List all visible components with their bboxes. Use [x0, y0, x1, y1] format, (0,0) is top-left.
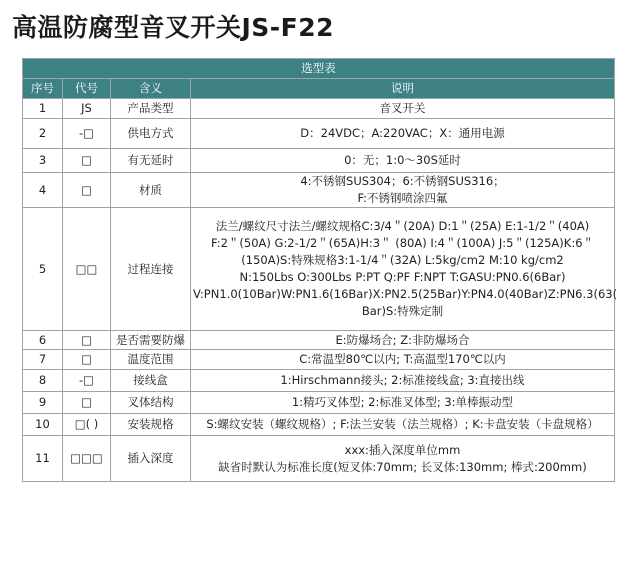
row-meaning: 供电方式 — [111, 119, 191, 149]
table-row — [23, 436, 615, 482]
table-row — [23, 208, 615, 331]
row-meaning: 接线盒 — [111, 370, 191, 392]
table-row — [23, 119, 615, 149]
row-no: 11 — [23, 436, 63, 482]
row-code: □ — [63, 331, 111, 350]
table-row — [23, 99, 615, 119]
row-code: □( ) — [63, 414, 111, 436]
row-meaning: 叉体结构 — [111, 392, 191, 414]
row-no: 10 — [23, 414, 63, 436]
header-description: 说明 — [191, 79, 615, 99]
row-no: 9 — [23, 392, 63, 414]
row-description — [191, 392, 615, 414]
table-row — [23, 173, 615, 208]
description-line: 音叉开关 — [379, 101, 426, 115]
row-meaning: 插入深度 — [111, 436, 191, 482]
description-line: D：24VDC；A:220VAC；X：通用电源 — [300, 126, 505, 140]
row-no: 6 — [23, 331, 63, 350]
table-header-row — [23, 79, 615, 99]
description-line: 1:精巧叉体型; 2:标准叉体型; 3:单棒振动型 — [291, 395, 514, 409]
row-no: 4 — [23, 173, 63, 208]
row-meaning: 温度范围 — [111, 350, 191, 370]
row-description — [191, 99, 615, 119]
description-line: 1:Hirschmann接头; 2:标准接线盒; 3:直接出线 — [280, 373, 525, 387]
row-code: □ — [63, 149, 111, 173]
table-row — [23, 414, 615, 436]
row-no: 3 — [23, 149, 63, 173]
row-code: □ — [63, 392, 111, 414]
row-description — [191, 436, 615, 482]
row-meaning: 产品类型 — [111, 99, 191, 119]
description-line: (150A)S:特殊规格3:1-1/4＂(32A) L:5kg/cm2 M:10 kg/cm2 — [241, 253, 564, 267]
header-code: 代号 — [63, 79, 111, 99]
description-line: N:150Lbs O:300Lbs P:PT Q:PF F:NPT T:GASU:PN0.6(6Bar) — [239, 270, 566, 284]
row-code: -□ — [63, 119, 111, 149]
row-description — [191, 119, 615, 149]
row-code: □ — [63, 173, 111, 208]
row-no: 8 — [23, 370, 63, 392]
row-meaning: 有无延时 — [111, 149, 191, 173]
description-line: S:螺纹安装（螺纹规格）; F:法兰安装（法兰规格）; K:卡盘安装（卡盘规格） — [206, 417, 599, 431]
row-description — [191, 149, 615, 173]
header-no: 序号 — [23, 79, 63, 99]
row-code: -□ — [63, 370, 111, 392]
description-line: V:PN1.0(10Bar)W:PN1.6(16Bar)X:PN2.5(25Bar)Y:PN4.0(40Bar)Z:PN6.3(63( — [193, 287, 618, 301]
page-title: 高温防腐型音叉开关JS-F22 — [12, 13, 335, 42]
row-meaning: 过程连接 — [111, 208, 191, 331]
row-no: 5 — [23, 208, 63, 331]
description-line: 法兰/螺纹尺寸法兰/螺纹规格C:3/4＂(20A) D:1＂(25A) E:1-1/2＂(40A) — [215, 219, 590, 233]
row-description — [191, 370, 615, 392]
row-code: JS — [63, 99, 111, 119]
row-no: 2 — [23, 119, 63, 149]
row-description — [191, 350, 615, 370]
description-line: 4:不锈钢SUS304；6:不锈钢SUS316； — [300, 174, 505, 188]
description-line: Bar)S:特殊定制 — [361, 304, 444, 318]
description-line: F:不锈钢喷涂四氟 — [357, 191, 448, 205]
table-row — [23, 149, 615, 173]
row-no: 1 — [23, 99, 63, 119]
row-meaning: 安装规格 — [111, 414, 191, 436]
row-meaning: 材质 — [111, 173, 191, 208]
selection-table — [22, 58, 618, 482]
table-caption: 选型表 — [23, 59, 615, 79]
row-meaning: 是否需要防爆 — [111, 331, 191, 350]
row-no: 7 — [23, 350, 63, 370]
header-meaning: 含义 — [111, 79, 191, 99]
row-code: □ — [63, 350, 111, 370]
row-description — [191, 331, 615, 350]
description-line: C:常温型80℃以内; T:高温型170℃以内 — [299, 352, 506, 366]
row-code: □□ — [63, 208, 111, 331]
description-line: 缺省时默认为标准长度(短叉体:70mm; 长叉体:130mm; 棒式:200mm) — [218, 459, 587, 474]
row-description — [191, 173, 615, 208]
row-description — [191, 414, 615, 436]
description-line: xxx:插入深度单位mm — [344, 442, 461, 457]
description-line: E:防爆场合; Z:非防爆场合 — [335, 332, 470, 347]
row-code: □□□ — [63, 436, 111, 482]
description-line: F:2＂(50A) G:2-1/2＂(65A)H:3＂ (80A) I:4＂(100A) J:5＂(125A)K:6＂ — [210, 236, 595, 250]
table-caption-row — [23, 59, 615, 79]
row-description — [191, 208, 618, 331]
table-row — [23, 370, 615, 392]
table-row — [23, 392, 615, 414]
table-row — [23, 331, 615, 350]
description-line: 0：无；1:0～30S延时 — [344, 153, 461, 167]
table-row — [23, 350, 615, 370]
